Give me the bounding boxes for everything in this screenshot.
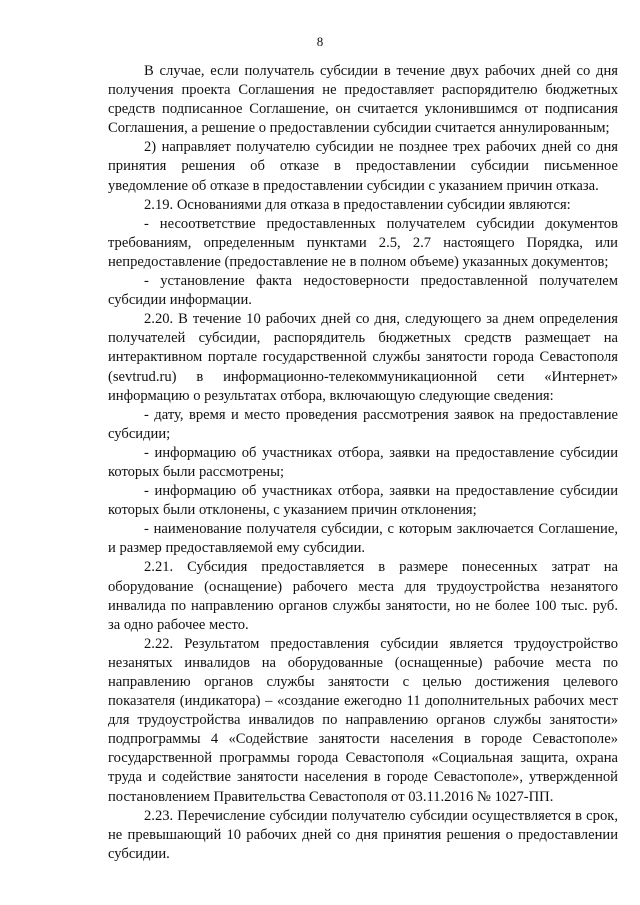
paragraph-6: 2.20. В течение 10 рабочих дней со дня, следующего за днем определения получателей субсидии, распорядитель бюджетных средств размещает на интерактивном портале государственной службы занятости города Севастополя (sevtrud.ru) в информационно-телекоммуникационной сети «Интернет» информацию о результатах отбора, включающую следующие сведения: [108, 311, 618, 404]
paragraph-11: 2.21. Субсидия предоставляется в размере понесенных затрат на оборудование (оснащение) рабочего места для трудоустройства незанятого инвалида по направлению органов службы занятости, но не более 100 тыс. руб. за одно рабочее место. [108, 559, 618, 633]
page-number: 8 [316, 34, 324, 49]
paragraph-10: - наименование получателя субсидии, с которым заключается Соглашение, и размер предоставляемой ему субсидии. [108, 521, 618, 557]
paragraph-13: 2.23. Перечисление субсидии получателю субсидии осуществляется в срок, не превышающий 10 рабочих дней со дня принятия решения о предоставлении субсидии. [108, 807, 618, 862]
paragraph-4: - несоответствие предоставленных получателем субсидии документов требованиям, определенным пунктами 2.5, 2.7 настоящего Порядка, или непредоставление (предоставление не в полном объеме) указанных документов; [108, 215, 618, 270]
body-text [108, 62, 618, 864]
paragraph-1: В случае, если получатель субсидии в течение двух рабочих дней со дня получения проекта Соглашения не предоставляет распорядителю бюджетных средств подписанное Соглашение, он считается уклонившимся от подписания Соглашения, а решение о предоставлении субсидии считается аннулированным; [108, 63, 618, 137]
paragraph-3: 2.19. Основаниями для отказа в предоставлении субсидии являются: [144, 196, 571, 213]
paragraph-5: - установление факта недостоверности предоставленной получателем субсидии информации. [108, 273, 618, 309]
paragraph-2: 2) направляет получателю субсидии не позднее трех рабочих дней со дня принятия решения об отказе в предоставлении субсидии письменное уведомление об отказе в предоставлении субсидии с указанием причин отказа. [108, 139, 618, 194]
paragraph-9: - информацию об участниках отбора, заявки на предоставление субсидии которых были отклонены, с указанием причин отклонения; [108, 483, 618, 519]
paragraph-7: - дату, время и место проведения рассмотрения заявок на предоставление субсидии; [108, 406, 618, 442]
paragraph-8: - информацию об участниках отбора, заявки на предоставление субсидии которых были рассмотрены; [108, 444, 618, 480]
paragraph-12: 2.22. Результатом предоставления субсидии является трудоустройство незанятых инвалидов на оборудованные (оснащенные) рабочие места по направлению органов службы занятости с целью достижения целевого показателя (индикатора) – «создание ежегодно 11 дополнительных рабочих мест для трудоустройства инвалидов по направлению органов службы занятости» подпрограммы 4 «Содействие занятости населения в городе Севастополе» государственной программы города Севастополя «Социальная защита, охрана труда и содействие занятости населения в городе Севастополе», утвержденной постановлением Правительства Севастополя от 03.11.2016 № 1027-ПП. [108, 635, 618, 805]
